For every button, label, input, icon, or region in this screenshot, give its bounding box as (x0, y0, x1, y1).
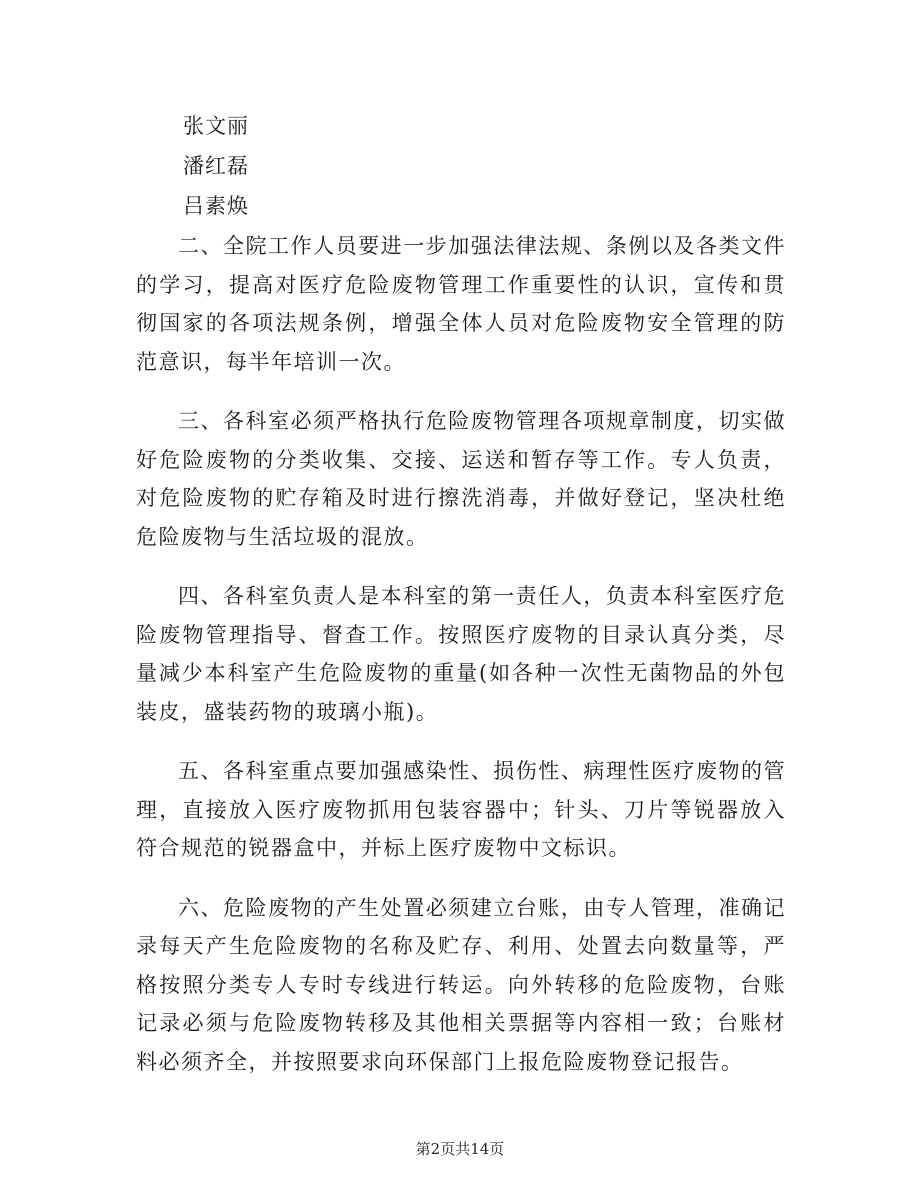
name-list (183, 106, 249, 226)
paragraph-3: 三、各科室必须严格执行危险废物管理各项规章制度，切实做好危险废物的分类收集、交接、运送和暂存等工作。专人负责，对危险废物的贮存箱及时进行擦洗消毒，并做好登记，坚决杜绝危险废物与生活垃圾的混放。 (136, 409, 786, 549)
paragraph-4: 四、各科室负责人是本科室的第一责任人，负责本科室医疗危险废物管理指导、督查工作。按照医疗废物的目录认真分类，尽量减少本科室产生危险废物的重量(如各种一次性无菌物品的外包装皮，盛装药物的玻璃小瓶)。 (136, 584, 786, 724)
paragraph-5: 五、各科室重点要加强感染性、损伤性、病理性医疗废物的管理，直接放入医疗废物抓用包装容器中；针头、刀片等锐器放入符合规范的锐器盒中，并标上医疗废物中文标识。 (136, 759, 786, 860)
paragraph-2: 二、全院工作人员要进一步加强法律法规、条例以及各类文件的学习，提高对医疗危险废物管理工作重要性的认识，宣传和贯彻国家的各项法规条例，增强全体人员对危险废物安全管理的防范意识，每半年培训一次。 (136, 234, 786, 374)
name-item: 潘红磊 (183, 154, 249, 178)
document-body (136, 227, 786, 1102)
paragraph-6: 六、危险废物的产生处置必须建立台账，由专人管理，准确记录每天产生危险废物的名称及贮存、利用、处置去向数量等，严格按照分类专人专时专线进行转运。向外转移的危险废物，台账记录必须与危险废物转移及其他相关票据等内容相一致；台账材料必须齐全，并按照要求向环保部门上报危险废物登记报告。 (136, 895, 786, 1074)
name-item: 吕素焕 (183, 194, 249, 218)
name-item: 张文丽 (183, 114, 249, 138)
page-number: 第2页共14页 (415, 1140, 505, 1158)
